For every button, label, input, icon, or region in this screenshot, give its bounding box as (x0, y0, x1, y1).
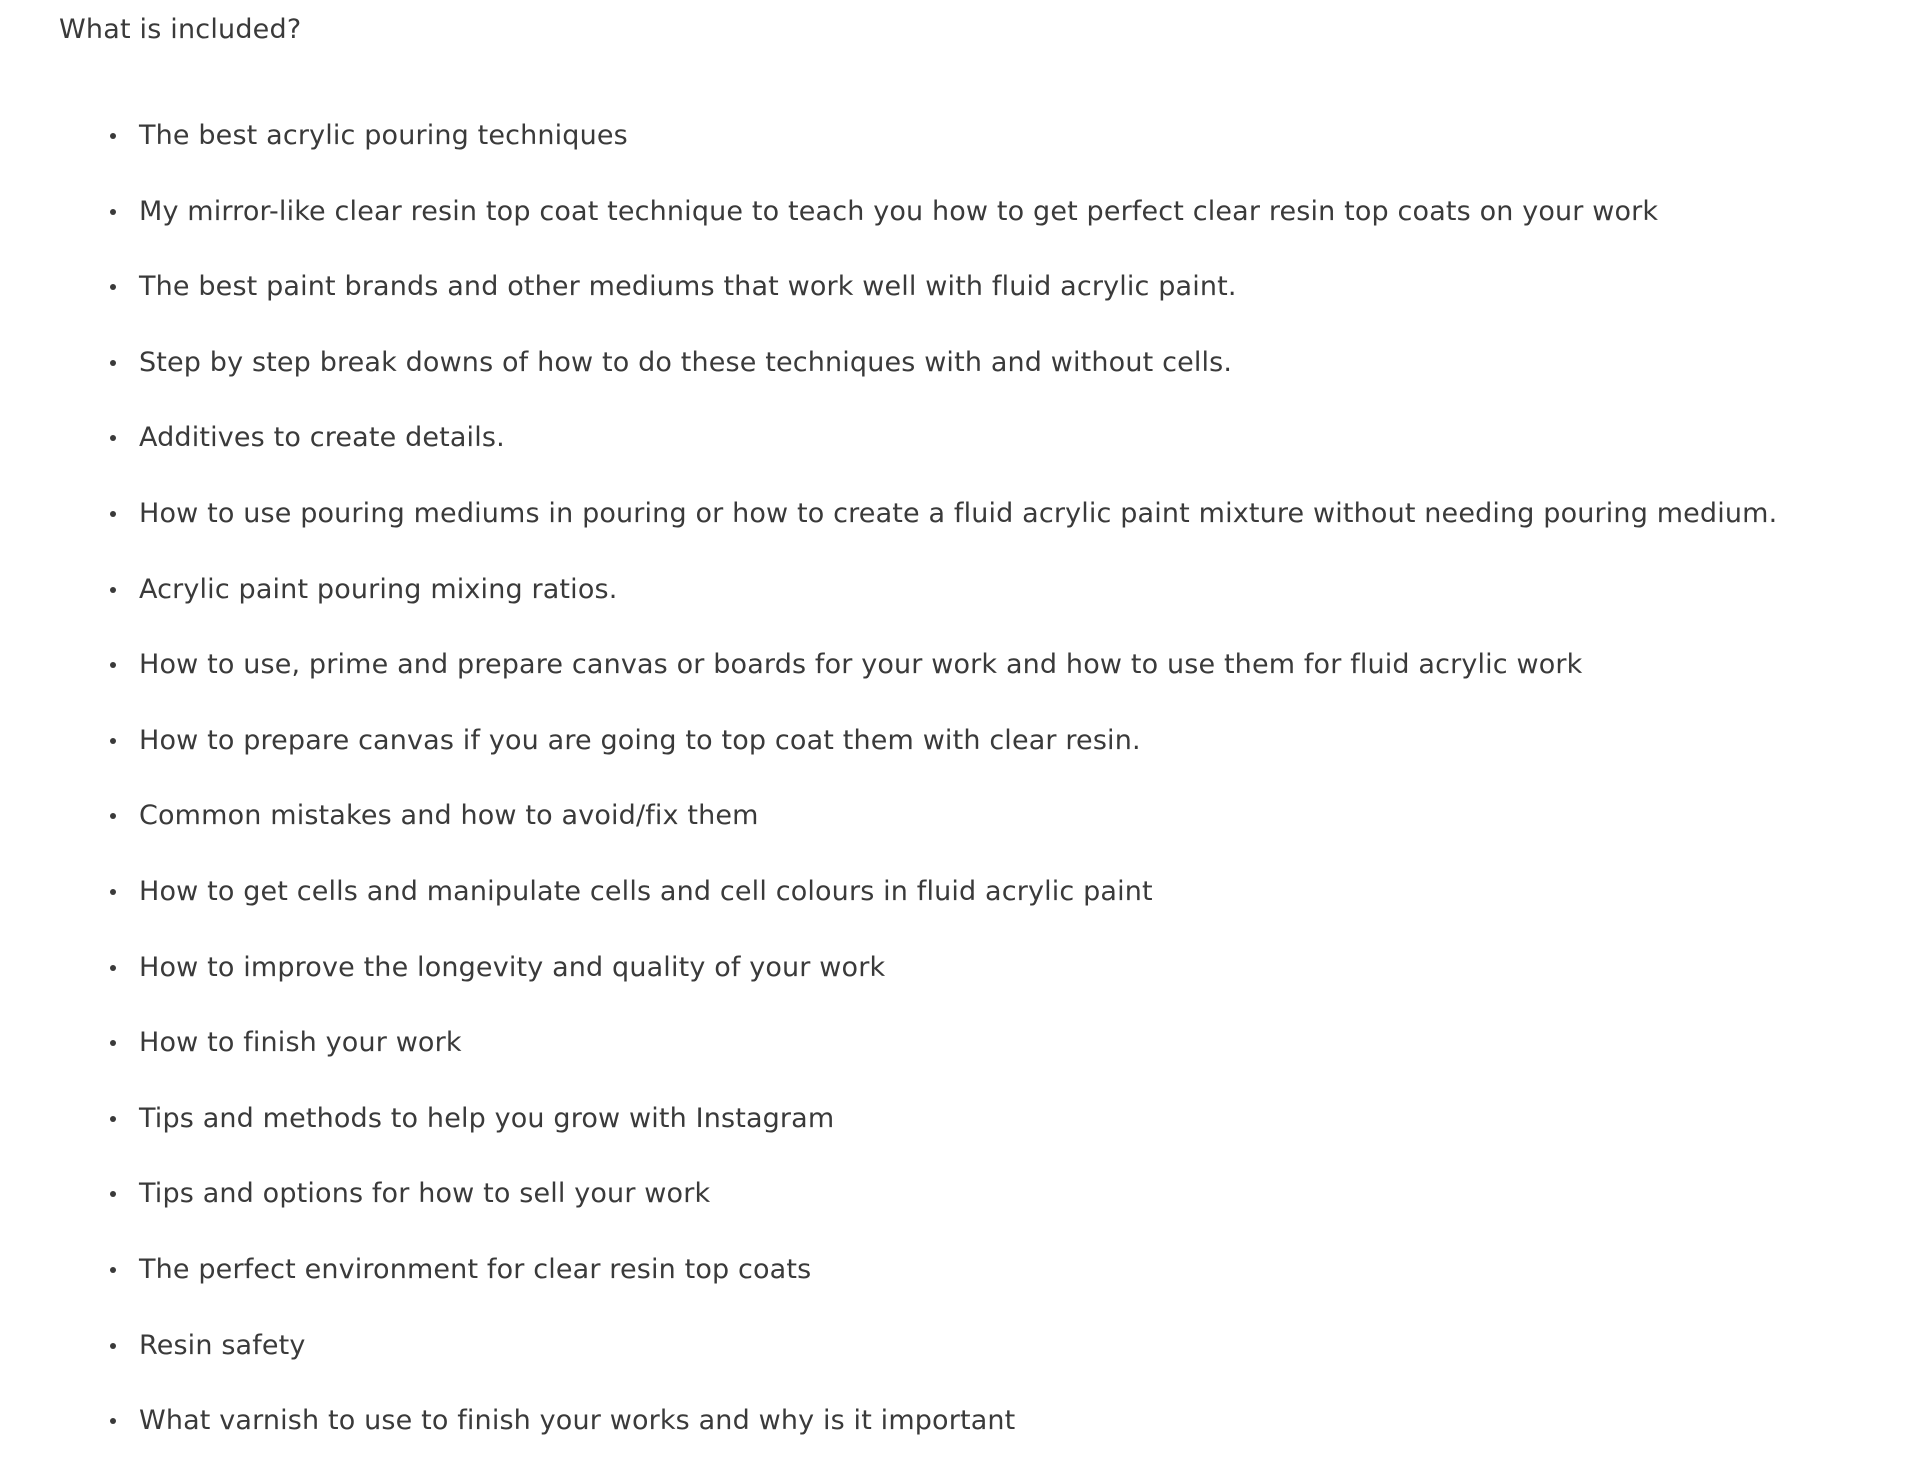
list-item-text: How to improve the longevity and quality of your work (139, 951, 886, 983)
bullet-icon (110, 1040, 116, 1046)
list-item (59, 1403, 1889, 1479)
bullet-icon (110, 360, 116, 366)
list-item (59, 269, 1889, 345)
list-item (59, 194, 1889, 270)
list-item-text: Step by step break downs of how to do these techniques with and without cells. (139, 346, 1233, 378)
bullet-icon (110, 587, 116, 593)
list-item (59, 1025, 1889, 1101)
list-item (59, 798, 1889, 874)
list-item-text: How to get cells and manipulate cells and cell colours in fluid acrylic paint (139, 875, 1153, 907)
bullet-icon (110, 511, 116, 517)
list-item-text: Resin safety (139, 1329, 306, 1361)
bullet-icon (110, 1116, 116, 1122)
list-item (59, 496, 1889, 572)
list-item-text: How to use pouring mediums in pouring or how to create a fluid acrylic paint mixture without needing pouring medium. (139, 497, 1778, 529)
list-item-text: Tips and options for how to sell your work (139, 1178, 711, 1210)
list-item-text: How to use, prime and prepare canvas or boards for your work and how to use them for fluid acrylic work (139, 649, 1583, 681)
list-item-text: The best acrylic pouring techniques (139, 120, 628, 151)
bullet-icon (110, 435, 116, 441)
list-item (59, 345, 1889, 421)
bullet-icon (110, 209, 116, 215)
list-item (59, 118, 1889, 194)
bullet-icon (110, 662, 116, 668)
list-item-text: How to prepare canvas if you are going to top coat them with clear resin. (139, 724, 1141, 756)
list-item-text: Additives to create details. (139, 422, 505, 454)
list-item-text: Acrylic paint pouring mixing ratios. (139, 573, 618, 605)
list-item (59, 874, 1889, 950)
list-item (59, 1101, 1889, 1177)
list-item (59, 1328, 1889, 1404)
list-item-text: The best paint brands and other mediums that work well with fluid acrylic paint. (139, 271, 1237, 303)
list-item-text: What varnish to use to finish your works and why is it important (139, 1405, 1016, 1437)
bullet-icon (110, 1267, 116, 1273)
bullet-icon (110, 813, 116, 819)
bullet-icon (110, 1343, 116, 1349)
list-item (59, 950, 1889, 1026)
bullet-icon (110, 1418, 116, 1424)
list-item-text: Tips and methods to help you grow with Instagram (139, 1102, 835, 1134)
section-heading: What is included? (59, 14, 302, 45)
list-item-text: The perfect environment for clear resin top coats (139, 1253, 812, 1285)
list-item (59, 647, 1889, 723)
bullet-icon (110, 965, 116, 971)
bullet-icon (110, 738, 116, 744)
list-item (59, 723, 1889, 799)
list-item (59, 1252, 1889, 1328)
list-item (59, 1176, 1889, 1252)
list-item (59, 572, 1889, 648)
bullet-icon (110, 889, 116, 895)
bullet-icon (110, 1191, 116, 1197)
included-features-list (59, 118, 1889, 1479)
list-item-text: Common mistakes and how to avoid/fix them (139, 800, 759, 832)
list-item-text: My mirror-like clear resin top coat technique to teach you how to get perfect clear resin top coats on your work (139, 195, 1659, 227)
bullet-icon (110, 133, 116, 139)
list-item (59, 420, 1889, 496)
list-item-text: How to finish your work (139, 1027, 462, 1059)
bullet-icon (110, 284, 116, 290)
